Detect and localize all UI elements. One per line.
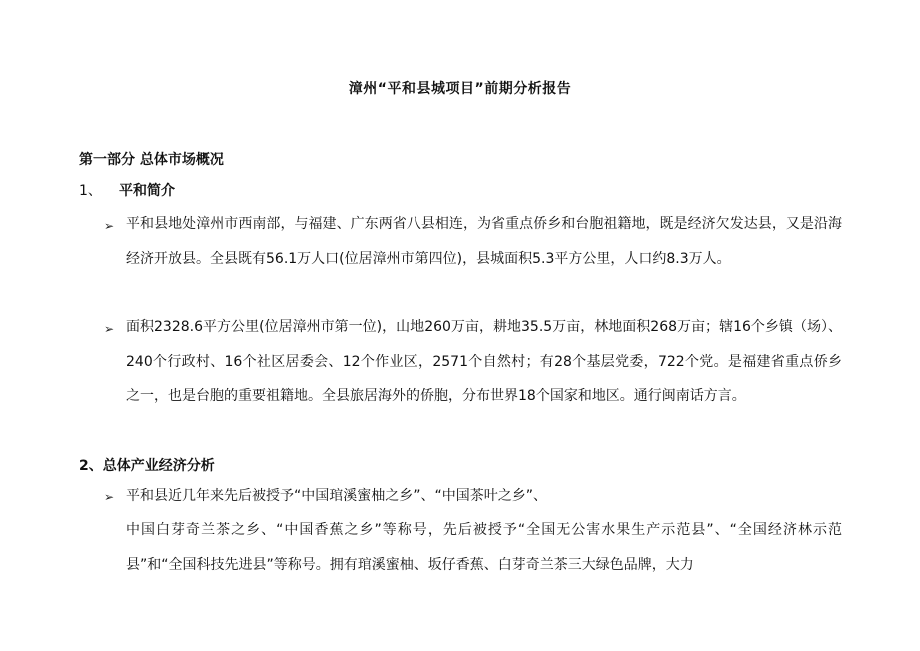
- page-title: 漳州“平和县城项目”前期分析报告: [348, 81, 572, 97]
- part-heading: 第一部分 总体市场概况: [79, 152, 224, 168]
- bullet-arrow-icon: ➢: [104, 219, 115, 233]
- paragraph-1-2: 面积2328.6平方公里(位居漳州市第一位)，山地260万亩，耕地35.5万亩，林地面积268万亩；辖16个乡镇（场）、240个行政村、16个社区居委会、12个作业区，2571个自然村；有28个基层党委，722个党。是福建省重点侨乡之一，也是台胞的重要祖籍地。全县旅居海外的侨胞，分布世界18个国家和地区。通行闽南话方言。: [126, 319, 842, 404]
- section-title-1: 平和简介: [119, 183, 175, 199]
- bullet-arrow-icon: ➢: [104, 322, 115, 336]
- paragraph-2-2: 中国白芽奇兰茶之乡、“中国香蕉之乡”等称号，先后被授予“全国无公害水果生产示范县”、“全国经济林示范县”和“全国科技先进县”等称号。拥有琯溪蜜柚、坂仔香蕉、白芽奇兰茶三大绿色品牌，大力: [126, 522, 842, 573]
- section-number-2: 2、: [79, 458, 103, 474]
- paragraph-2-1: 平和县近几年来先后被授予“中国琯溪蜜柚之乡”、“中国茶叶之乡”、: [126, 488, 548, 504]
- section-number-1: 1、: [79, 183, 102, 199]
- section-title-2: 总体产业经济分析: [102, 458, 215, 474]
- section-heading-1: [79, 180, 175, 200]
- bullet-arrow-icon: ➢: [104, 490, 115, 504]
- paragraph-1-1: 平和县地处漳州市西南部，与福建、广东两省八县相连，为省重点侨乡和台胞祖籍地，既是经济欠发达县，又是沿海经济开放县。全县既有56.1万人口(位居漳州市第四位)，县城面积5.3平方公里，人口约8.3万人。: [126, 216, 842, 267]
- section-heading-2: [79, 455, 215, 475]
